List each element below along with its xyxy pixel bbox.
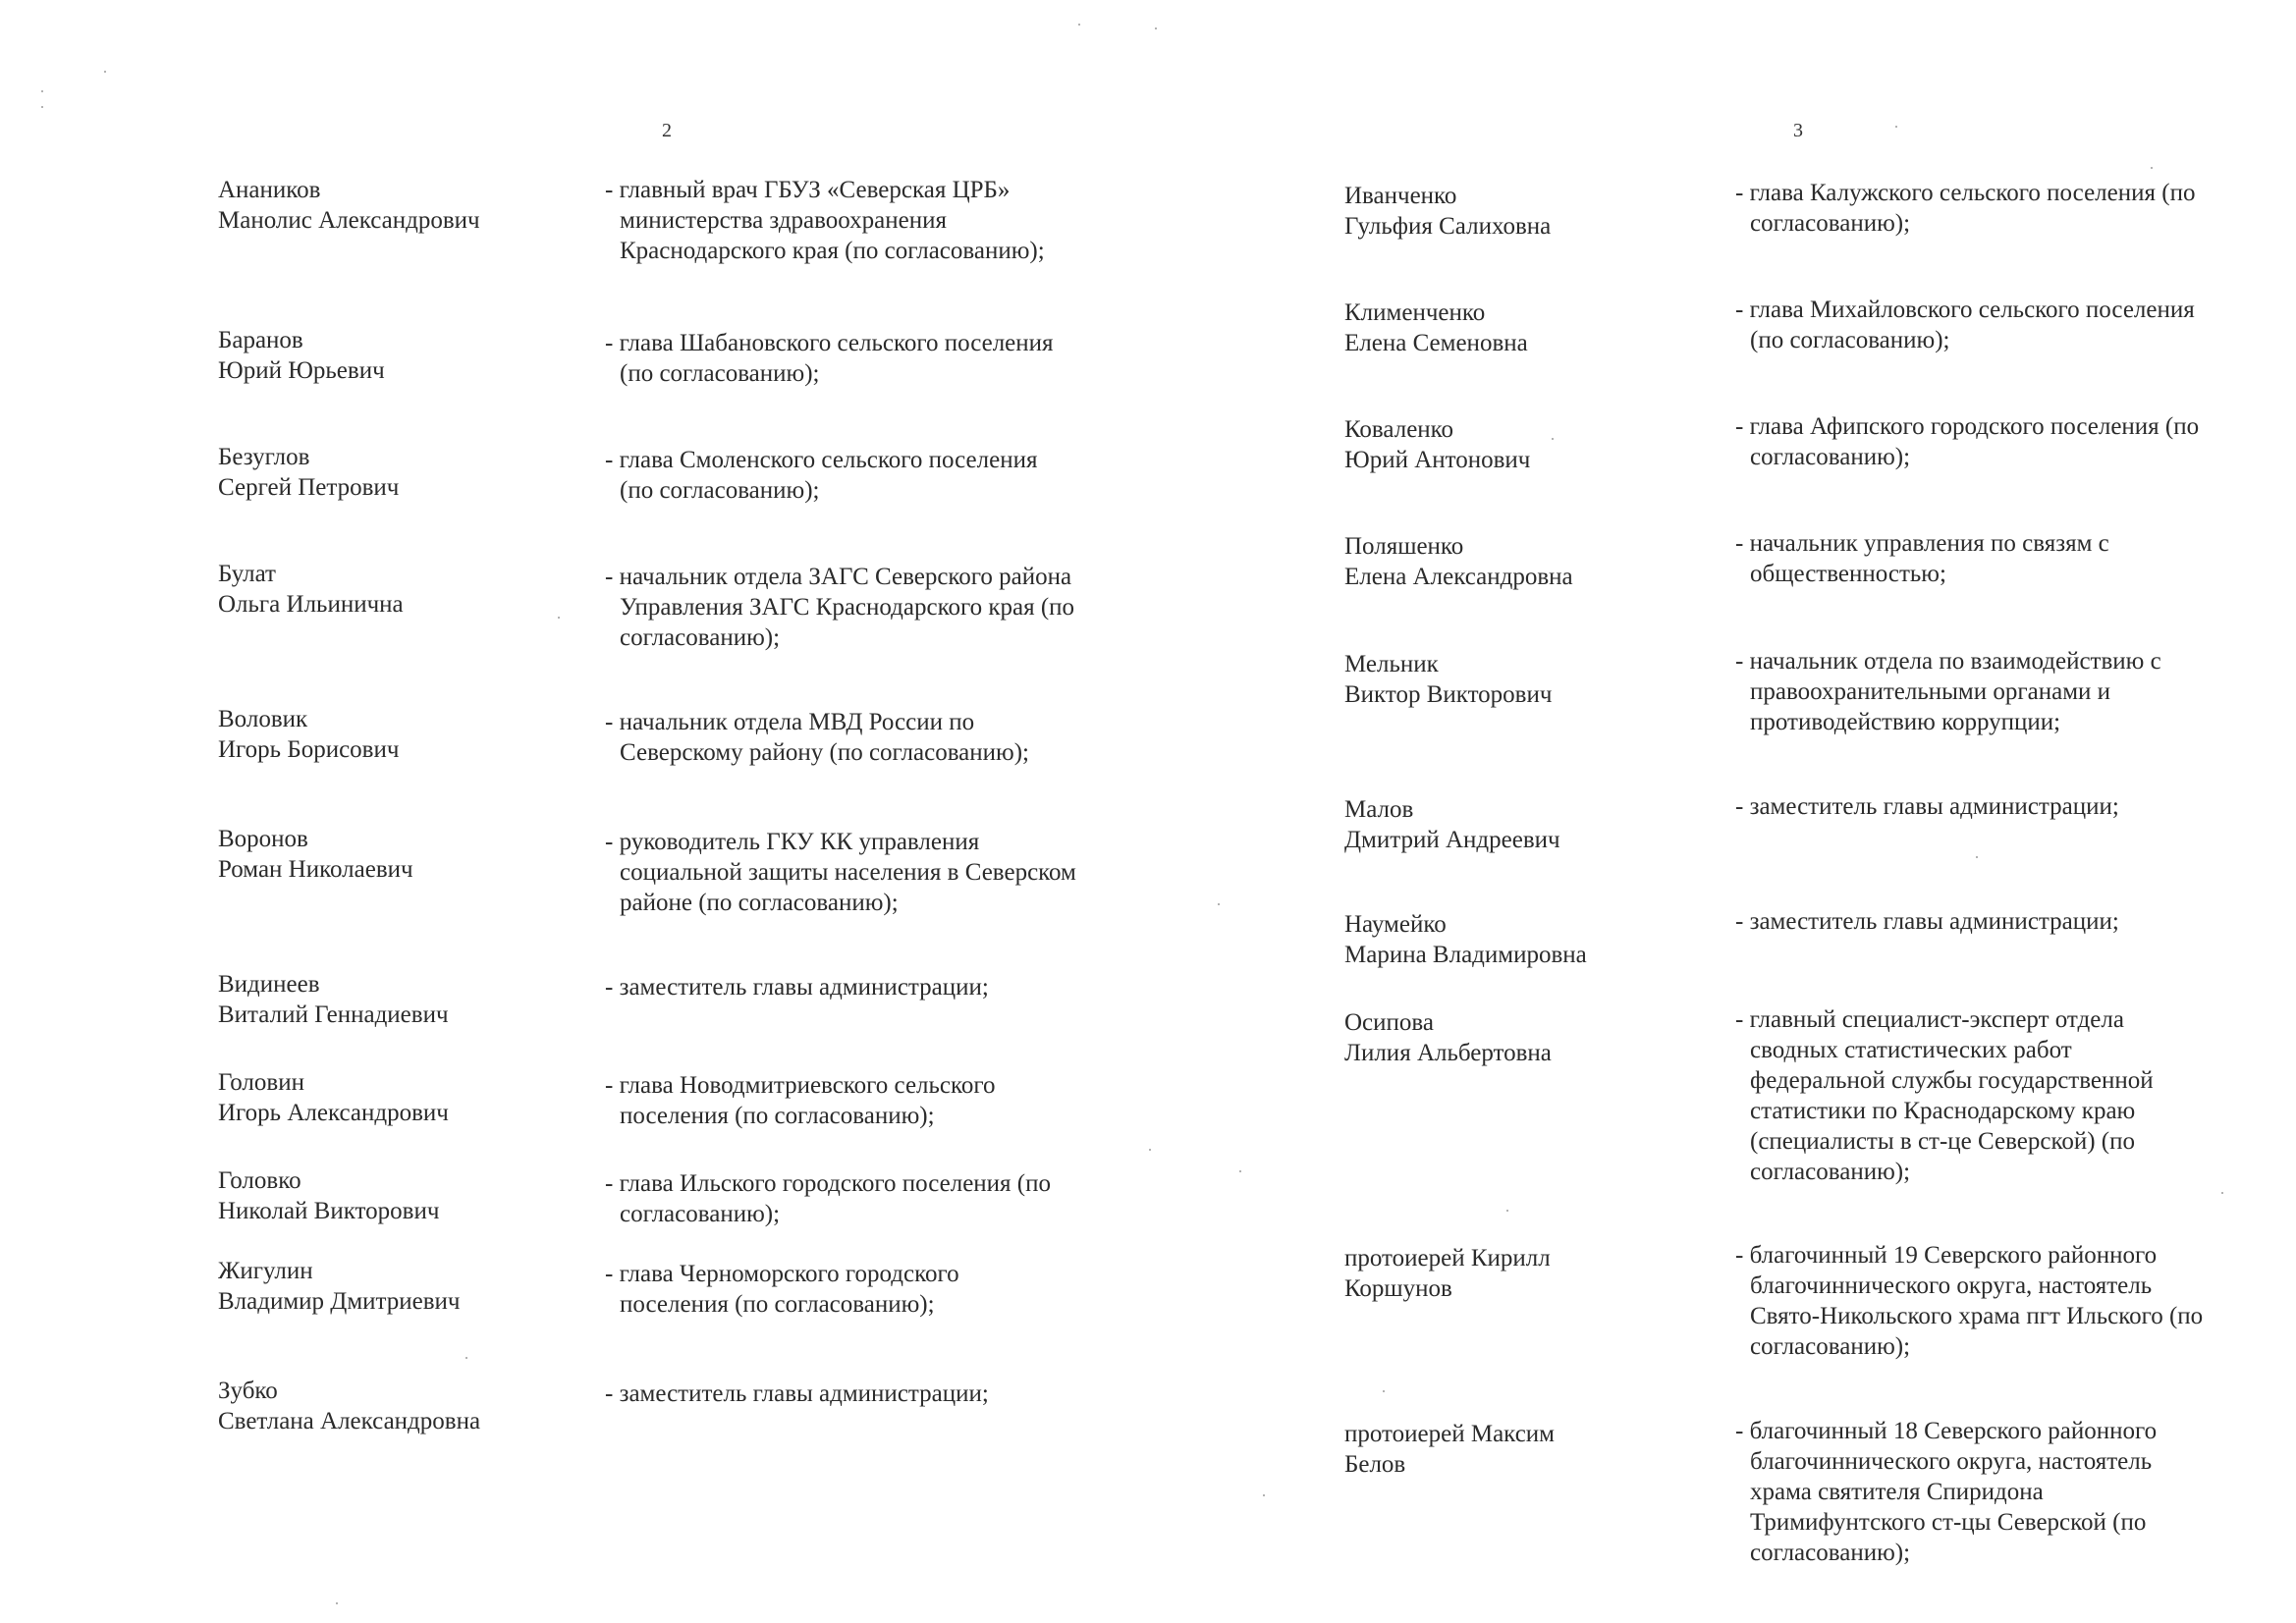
- person-name: Головко Николай Викторович: [218, 1167, 440, 1224]
- person-role: - глава Афипского городского поселения (по согласованию);: [1735, 413, 2200, 470]
- scan-speck: [1149, 1149, 1151, 1151]
- page-number: 2: [662, 120, 672, 141]
- person-name: Иванченко Гульфия Салиховна: [1344, 183, 1552, 240]
- scan-speck: [1239, 1170, 1241, 1172]
- scan-speck: [1218, 903, 1220, 905]
- page-3: [1148, 0, 2296, 1623]
- person-name: Баранов Юрий Юрьевич: [218, 327, 385, 384]
- person-role: - главный специалист-эксперт отдела сводных статистических работ федеральной службы государственной статистики по Краснодарскому краю (специалисты в ст-це Северской) (по согласованию);: [1735, 1006, 2154, 1185]
- person-role: - благочинный 19 Северского районного благочиннического округа, настоятель Свято-Никольского храма пгт Ильского (по согласованию);: [1735, 1242, 2204, 1360]
- person-role: - начальник отдела ЗАГС Северского района Управления ЗАГС Краснодарского края (по согласованию);: [605, 564, 1075, 651]
- scan-speck: [1155, 27, 1157, 29]
- scan-speck: [104, 71, 106, 73]
- scan-speck: [2151, 167, 2153, 169]
- person-name: Наумейко Марина Владимировна: [1344, 911, 1587, 968]
- person-role: - глава Черноморского городского поселения (по согласованию);: [605, 1261, 959, 1318]
- person-name: Булат Ольга Ильинична: [218, 561, 404, 618]
- person-name: Коваленко Юрий Антонович: [1344, 416, 1531, 473]
- person-role: - начальник управления по связям с общественностью;: [1735, 530, 2109, 587]
- person-name: Поляшенко Елена Александровна: [1344, 533, 1573, 590]
- scan-speck: [41, 106, 43, 108]
- scan-speck: [1383, 1390, 1385, 1392]
- scan-speck: [1895, 126, 1897, 128]
- person-name: Безуглов Сергей Петрович: [218, 444, 400, 501]
- scan-speck: [336, 1602, 338, 1604]
- page-number: 3: [1793, 120, 1803, 141]
- person-role: - глава Шабановского сельского поселения (по согласованию);: [605, 330, 1054, 387]
- person-name: Осипова Лилия Альбертовна: [1344, 1009, 1552, 1066]
- person-role: - заместитель главы администрации;: [1735, 793, 2119, 820]
- scan-speck: [1552, 438, 1554, 440]
- person-role: - глава Смоленского сельского поселения (по согласованию);: [605, 447, 1038, 504]
- person-name: Анаников Манолис Александрович: [218, 177, 480, 234]
- person-name: Воловик Игорь Борисович: [218, 706, 400, 763]
- person-name: Зубко Светлана Александровна: [218, 1378, 481, 1434]
- scan-speck: [1976, 856, 1978, 858]
- scan-speck: [2221, 1192, 2223, 1194]
- person-role: - благочинный 18 Северского районного благочиннического округа, настоятель храма святителя Спиридона Тримифунтского ст-цы Северской (по согласованию);: [1735, 1418, 2158, 1566]
- person-name: Мельник Виктор Викторович: [1344, 651, 1553, 708]
- scan-speck: [1078, 24, 1080, 26]
- person-name: Воронов Роман Николаевич: [218, 826, 413, 883]
- person-role: - глава Ильского городского поселения (по согласованию);: [605, 1170, 1052, 1227]
- person-role: - руководитель ГКУ КК управления социальной защиты населения в Северском районе (по согласованию);: [605, 829, 1076, 916]
- person-name: протоиерей Кирилл Коршунов: [1344, 1245, 1551, 1302]
- scan-speck: [1506, 1210, 1508, 1212]
- scan-speck: [465, 1357, 467, 1359]
- person-role: - глава Калужского сельского поселения (по согласованию);: [1735, 180, 2196, 237]
- person-name: протоиерей Максим Белов: [1344, 1421, 1555, 1478]
- scan-speck: [1263, 1494, 1265, 1496]
- person-role: - начальник отдела по взаимодействию с правоохранительными органами и противодействию коррупции;: [1735, 648, 2161, 735]
- person-role: - заместитель главы администрации;: [1735, 908, 2119, 935]
- person-role: - заместитель главы администрации;: [605, 1380, 989, 1407]
- person-role: - глава Михайловского сельского поселения (по согласованию);: [1735, 297, 2195, 353]
- person-name: Клименченко Елена Семеновна: [1344, 299, 1528, 356]
- person-name: Видинеев Виталий Геннадиевич: [218, 971, 449, 1028]
- person-role: - главный врач ГБУЗ «Северская ЦРБ» министерства здравоохранения Краснодарского края (по согласованию);: [605, 177, 1045, 264]
- person-name: Малов Дмитрий Андреевич: [1344, 796, 1560, 853]
- person-role: - заместитель главы администрации;: [605, 974, 989, 1001]
- person-role: - начальник отдела МВД России по Северскому району (по согласованию);: [605, 709, 1029, 766]
- scan-speck: [41, 90, 43, 92]
- person-name: Головин Игорь Александрович: [218, 1069, 449, 1126]
- person-name: Жигулин Владимир Дмитриевич: [218, 1258, 461, 1315]
- person-role: - глава Новодмитриевского сельского поселения (по согласованию);: [605, 1072, 996, 1129]
- scan-speck: [558, 617, 560, 619]
